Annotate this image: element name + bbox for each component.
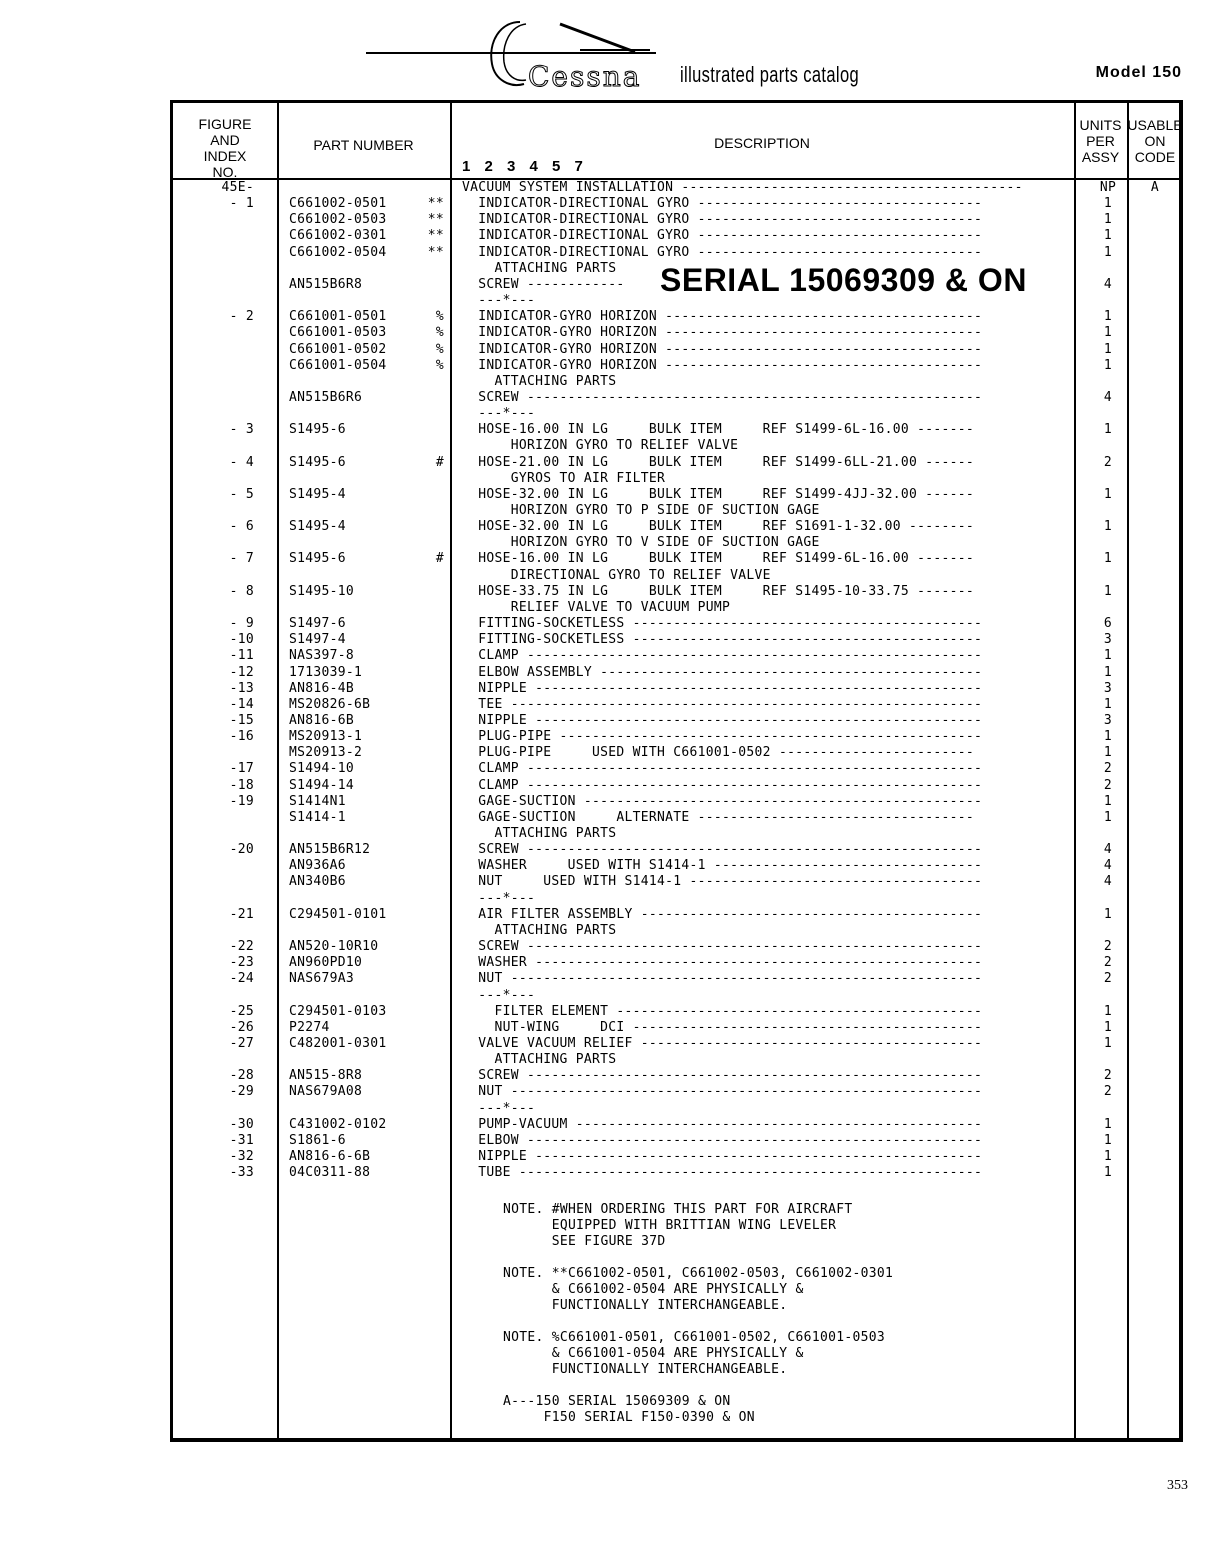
cell-desc: NUT ----------------------------------------------------------: [462, 971, 983, 987]
cell-part: C294501-0101: [289, 906, 387, 922]
cell-fig: -13: [229, 680, 254, 696]
cell-fig: -25: [229, 1003, 254, 1019]
cell-units: 2: [1103, 777, 1113, 793]
cell-units: 1: [1103, 212, 1113, 228]
col-divider: [1074, 103, 1076, 1438]
cell-fig: - 2: [229, 309, 254, 325]
cell-desc: ATTACHING PARTS: [462, 922, 617, 938]
cell-desc: FITTING-SOCKETLESS -------------------------------------------: [462, 616, 983, 632]
cell-part: NAS397-8: [289, 648, 355, 664]
cell-desc: WASHER -------------------------------------------------------: [462, 955, 983, 971]
note-text: NOTE. **C661002-0501, C661002-0503, C661002-0301 & C661002-0504 ARE PHYSICALLY & FUNCTIONALLY INTERCHANGEABLE.: [503, 1266, 894, 1313]
page-number: 353: [1167, 1478, 1188, 1493]
cell-desc: HOSE-16.00 IN LG BULK ITEM REF S1499-6L-16.00 -------: [462, 551, 974, 567]
cell-desc: TEE ----------------------------------------------------------: [462, 696, 983, 712]
cell-part: P2274: [289, 1019, 330, 1035]
cell-desc: PUMP-VACUUM --------------------------------------------------: [462, 1116, 983, 1132]
cell-part: MS20913-2: [289, 745, 363, 761]
cell-mark: **: [427, 212, 444, 228]
cell-desc: ---*---: [462, 293, 536, 309]
cell-mark: **: [427, 244, 444, 260]
cell-part: AN515-8R8: [289, 1068, 363, 1084]
header-units-line: UNITS: [1079, 117, 1122, 133]
header-usable-line: USABLE: [1127, 117, 1183, 133]
cell-units: 1: [1103, 664, 1113, 680]
cell-fig: -23: [229, 955, 254, 971]
cell-fig: -19: [229, 793, 254, 809]
cell-fig: -14: [229, 696, 254, 712]
header-figure-line: NO.: [212, 164, 238, 180]
cessna-logo: [360, 14, 880, 94]
cell-part: C661002-0504: [289, 244, 387, 260]
note-text: NOTE. #WHEN ORDERING THIS PART FOR AIRCRAFT EQUIPPED WITH BRITTIAN WING LEVELER SEE FIGURE 37D: [503, 1202, 853, 1249]
cell-desc: INDICATOR-GYRO HORIZON ---------------------------------------: [462, 357, 983, 373]
cell-units: 1: [1103, 357, 1113, 373]
cell-units: 4: [1103, 874, 1113, 890]
cell-units: 1: [1103, 1019, 1113, 1035]
cell-units: 1: [1103, 422, 1113, 438]
cell-desc: PLUG-PIPE USED WITH C661001-0502 ------------------------: [462, 745, 974, 761]
cell-units: 1: [1103, 729, 1113, 745]
cell-units: 3: [1103, 632, 1113, 648]
cell-part: S1495-10: [289, 583, 355, 599]
cell-mark: #: [435, 454, 444, 470]
cell-mark: %: [435, 325, 444, 341]
cell-desc: DIRECTIONAL GYRO TO RELIEF VALVE: [462, 567, 771, 583]
col-divider: [277, 103, 279, 1438]
header-usable-line: CODE: [1134, 149, 1176, 165]
cell-fig: - 7: [229, 551, 254, 567]
cell-units: 1: [1103, 309, 1113, 325]
cell-mark: %: [435, 309, 444, 325]
cell-desc: ---*---: [462, 406, 536, 422]
cell-units: 1: [1103, 696, 1113, 712]
cell-desc: INDICATOR-GYRO HORIZON ---------------------------------------: [462, 309, 983, 325]
cell-desc: INDICATOR-GYRO HORIZON ---------------------------------------: [462, 325, 983, 341]
cell-part: S1495-4: [289, 519, 346, 535]
cell-units: 2: [1103, 971, 1113, 987]
cell-desc: GAGE-SUCTION -------------------------------------------------: [462, 793, 983, 809]
cell-fig: -10: [229, 632, 254, 648]
cell-units: 1: [1103, 228, 1113, 244]
cell-part: C661001-0503: [289, 325, 387, 341]
cell-part: C431002-0102: [289, 1116, 387, 1132]
cell-fig: -28: [229, 1068, 254, 1084]
cell-fig: - 3: [229, 422, 254, 438]
cell-part: C294501-0103: [289, 1003, 387, 1019]
cell-fig: -16: [229, 729, 254, 745]
cell-units: 4: [1103, 389, 1113, 405]
cell-units: 1: [1103, 1035, 1113, 1051]
cell-desc: GYROS TO AIR FILTER: [462, 470, 666, 486]
cell-desc: NUT USED WITH S1414-1 ------------------------------------: [462, 874, 983, 890]
cell-desc: NIPPLE -------------------------------------------------------: [462, 712, 983, 728]
cell-part: NAS679A08: [289, 1084, 363, 1100]
cell-desc: HORIZON GYRO TO RELIEF VALVE: [462, 438, 739, 454]
cell-desc: NUT ----------------------------------------------------------: [462, 1084, 983, 1100]
cell-units: 1: [1103, 196, 1113, 212]
cell-fig: -21: [229, 906, 254, 922]
catalog-title: illustrated parts catalog: [680, 62, 860, 87]
cell-code: A: [1150, 180, 1160, 195]
cell-part: AN936A6: [289, 858, 346, 874]
header-usable-line: ON: [1144, 133, 1166, 149]
cell-desc: SCREW --------------------------------------------------------: [462, 1068, 983, 1084]
cell-units: 2: [1103, 454, 1113, 470]
cell-desc: NIPPLE -------------------------------------------------------: [462, 680, 983, 696]
cell-desc: ATTACHING PARTS: [462, 826, 617, 841]
cell-fig: -33: [229, 1165, 254, 1181]
cell-mark: #: [435, 551, 444, 567]
cell-units: 1: [1103, 325, 1113, 341]
cell-units: 4: [1103, 842, 1113, 858]
cell-part: S1494-10: [289, 761, 355, 777]
cell-desc: ---*---: [462, 1100, 536, 1116]
cell-desc: TUBE ---------------------------------------------------------: [462, 1165, 983, 1181]
header-usable: [1127, 117, 1183, 165]
cell-fig: -20: [229, 842, 254, 858]
cell-units: 1: [1103, 341, 1113, 357]
cell-units: 2: [1103, 1084, 1113, 1100]
cell-units: 1: [1103, 793, 1113, 809]
cell-part: C661001-0502: [289, 341, 387, 357]
cell-desc: WASHER USED WITH S1414-1 ---------------------------------: [462, 858, 983, 874]
cell-units: 2: [1103, 939, 1113, 955]
cell-fig: -24: [229, 971, 254, 987]
cell-units: 4: [1103, 858, 1113, 874]
cell-fig: 45E-: [221, 180, 254, 195]
cell-part: MS20913-1: [289, 729, 363, 745]
cell-units: 1: [1103, 1003, 1113, 1019]
cell-part: S1495-6: [289, 422, 346, 438]
cell-units: 3: [1103, 680, 1113, 696]
indent-ruler: 1 2 3 4 5 7: [462, 158, 588, 175]
cell-desc: HORIZON GYRO TO V SIDE OF SUCTION GAGE: [462, 535, 820, 551]
cell-desc: NUT-WING DCI -------------------------------------------: [462, 1019, 983, 1035]
cell-desc: SCREW --------------------------------------------------------: [462, 939, 983, 955]
cell-units: NP: [1099, 180, 1117, 195]
cell-fig: - 4: [229, 454, 254, 470]
serial-banner: SERIAL 15069309 & ON: [660, 262, 1027, 298]
cell-units: 3: [1103, 712, 1113, 728]
cell-desc: ---*---: [462, 987, 536, 1003]
cell-desc: SCREW ------------: [462, 276, 625, 292]
cell-units: 1: [1103, 1149, 1113, 1164]
cell-fig: -32: [229, 1149, 254, 1164]
cell-desc: HOSE-32.00 IN LG BULK ITEM REF S1691-1-32.00 --------: [462, 519, 974, 535]
cell-desc: HORIZON GYRO TO P SIDE OF SUCTION GAGE: [462, 503, 820, 518]
cell-mark: **: [427, 228, 444, 244]
cell-desc: VACUUM SYSTEM INSTALLATION ------------------------------------------: [462, 180, 1023, 195]
cell-fig: - 8: [229, 583, 254, 599]
cell-fig: - 9: [229, 616, 254, 632]
cell-part: AN515B6R6: [289, 389, 363, 405]
header-units: [1074, 117, 1127, 165]
cell-part: AN340B6: [289, 874, 346, 890]
cell-desc: CLAMP --------------------------------------------------------: [462, 648, 983, 664]
cell-desc: NIPPLE -------------------------------------------------------: [462, 1149, 983, 1164]
cell-desc: PLUG-PIPE ----------------------------------------------------: [462, 729, 983, 745]
cell-desc: INDICATOR-DIRECTIONAL GYRO -----------------------------------: [462, 196, 983, 212]
cell-fig: -18: [229, 777, 254, 793]
cell-desc: INDICATOR-DIRECTIONAL GYRO -----------------------------------: [462, 228, 983, 244]
cell-part: S1495-4: [289, 486, 346, 502]
cell-part: 04C0311-88: [289, 1165, 371, 1181]
cell-desc: ATTACHING PARTS: [462, 1052, 617, 1068]
cell-desc: ATTACHING PARTS: [462, 373, 617, 389]
cell-desc: INDICATOR-DIRECTIONAL GYRO -----------------------------------: [462, 212, 983, 228]
cell-units: 2: [1103, 1068, 1113, 1084]
cell-desc: INDICATOR-DIRECTIONAL GYRO -----------------------------------: [462, 244, 983, 260]
cell-units: 2: [1103, 761, 1113, 777]
cell-units: 1: [1103, 745, 1113, 761]
cell-desc: FITTING-SOCKETLESS -------------------------------------------: [462, 632, 983, 648]
cell-desc: SCREW --------------------------------------------------------: [462, 389, 983, 405]
cell-units: 1: [1103, 1116, 1113, 1132]
cell-desc: VALVE VACUUM RELIEF ------------------------------------------: [462, 1035, 983, 1051]
cell-fig: -11: [229, 648, 254, 664]
cell-units: 4: [1103, 276, 1113, 292]
cell-mark: %: [435, 357, 444, 373]
cell-desc: RELIEF VALVE TO VACUUM PUMP: [462, 599, 731, 615]
cell-desc: SCREW --------------------------------------------------------: [462, 842, 983, 858]
header-units-line: PER: [1086, 133, 1115, 149]
cell-desc: ELBOW --------------------------------------------------------: [462, 1132, 983, 1148]
cell-desc: AIR FILTER ASSEMBLY ------------------------------------------: [462, 906, 983, 922]
cell-desc: INDICATOR-GYRO HORIZON ---------------------------------------: [462, 341, 983, 357]
cell-units: 1: [1103, 906, 1113, 922]
cell-desc: ELBOW ASSEMBLY -----------------------------------------------: [462, 664, 983, 680]
cell-part: AN515B6R12: [289, 842, 371, 858]
cell-part: AN816-6-6B: [289, 1149, 371, 1164]
header-figure: [173, 116, 277, 180]
cell-units: 1: [1103, 1132, 1113, 1148]
cell-part: S1414-1: [289, 809, 346, 825]
cell-part: S1497-4: [289, 632, 346, 648]
cell-fig: -22: [229, 939, 254, 955]
cell-desc: ---*---: [462, 890, 536, 906]
cell-fig: -17: [229, 761, 254, 777]
cell-desc: GAGE-SUCTION ALTERNATE ----------------------------------: [462, 809, 974, 825]
header-units-line: ASSY: [1081, 149, 1120, 165]
cell-part: C661002-0503: [289, 212, 387, 228]
cell-fig: - 6: [229, 519, 254, 535]
header-figure-line: AND: [210, 132, 240, 148]
cell-part: MS20826-6B: [289, 696, 371, 712]
cell-fig: -27: [229, 1035, 254, 1051]
note-text: NOTE. %C661001-0501, C661001-0502, C661001-0503 & C661001-0504 ARE PHYSICALLY & FUNCTIONALLY INTERCHANGEABLE.: [503, 1330, 885, 1377]
cell-units: 1: [1103, 583, 1113, 599]
cell-part: NAS679A3: [289, 971, 355, 987]
cell-part: AN816-4B: [289, 680, 355, 696]
cell-part: C482001-0301: [289, 1035, 387, 1051]
header-figure-line: FIGURE: [198, 116, 252, 132]
cell-fig: -29: [229, 1084, 254, 1100]
cell-units: 1: [1103, 809, 1113, 825]
cell-fig: -30: [229, 1116, 254, 1132]
cell-part: C661001-0504: [289, 357, 387, 373]
header-part-number: PART NUMBER: [313, 137, 414, 153]
note-text: A---150 SERIAL 15069309 & ON F150 SERIAL F150-0390 & ON: [503, 1394, 755, 1425]
cell-desc: CLAMP --------------------------------------------------------: [462, 777, 983, 793]
cell-fig: -26: [229, 1019, 254, 1035]
cell-part: S1414N1: [289, 793, 346, 809]
cell-fig: -31: [229, 1132, 254, 1148]
cell-part: S1495-6: [289, 551, 346, 567]
cell-fig: -12: [229, 664, 254, 680]
header-figure-line: INDEX: [203, 148, 247, 164]
cell-part: S1861-6: [289, 1132, 346, 1148]
cell-part: AN960PD10: [289, 955, 363, 971]
cell-units: 1: [1103, 519, 1113, 535]
cell-part: S1494-14: [289, 777, 355, 793]
logo-wordmark: Cessna: [528, 60, 642, 93]
header-description: DESCRIPTION: [714, 135, 810, 151]
cell-part: 1713039-1: [289, 664, 363, 680]
cell-units: 1: [1103, 648, 1113, 664]
cell-units: 2: [1103, 955, 1113, 971]
cell-units: 1: [1103, 486, 1113, 502]
cell-part: S1497-6: [289, 616, 346, 632]
col-divider: [450, 103, 452, 1438]
cell-mark: %: [435, 341, 444, 357]
cell-fig: -15: [229, 712, 254, 728]
cell-desc: HOSE-21.00 IN LG BULK ITEM REF S1499-6LL-21.00 ------: [462, 454, 974, 470]
cell-units: 1: [1103, 1165, 1113, 1181]
cell-part: C661001-0501: [289, 309, 387, 325]
cell-part: AN816-6B: [289, 712, 355, 728]
cell-fig: - 5: [229, 486, 254, 502]
cell-desc: ATTACHING PARTS: [462, 260, 617, 276]
cell-desc: HOSE-16.00 IN LG BULK ITEM REF S1499-6L-16.00 -------: [462, 422, 974, 438]
cell-units: 6: [1103, 616, 1113, 632]
cell-desc: FILTER ELEMENT ---------------------------------------------: [462, 1003, 983, 1019]
cell-part: AN520-10R10: [289, 939, 379, 955]
cell-fig: - 1: [229, 196, 254, 212]
cell-part: S1495-6: [289, 454, 346, 470]
cell-part: C661002-0501: [289, 196, 387, 212]
cell-part: AN515B6R8: [289, 276, 363, 292]
cell-desc: HOSE-32.00 IN LG BULK ITEM REF S1499-4JJ-32.00 ------: [462, 486, 974, 502]
cell-units: 1: [1103, 244, 1113, 260]
cell-units: 1: [1103, 551, 1113, 567]
cell-part: C661002-0301: [289, 228, 387, 244]
cell-desc: CLAMP --------------------------------------------------------: [462, 761, 983, 777]
model-label: Model 150: [1095, 64, 1182, 81]
cell-mark: **: [427, 196, 444, 212]
cell-desc: HOSE-33.75 IN LG BULK ITEM REF S1495-10-33.75 -------: [462, 583, 974, 599]
